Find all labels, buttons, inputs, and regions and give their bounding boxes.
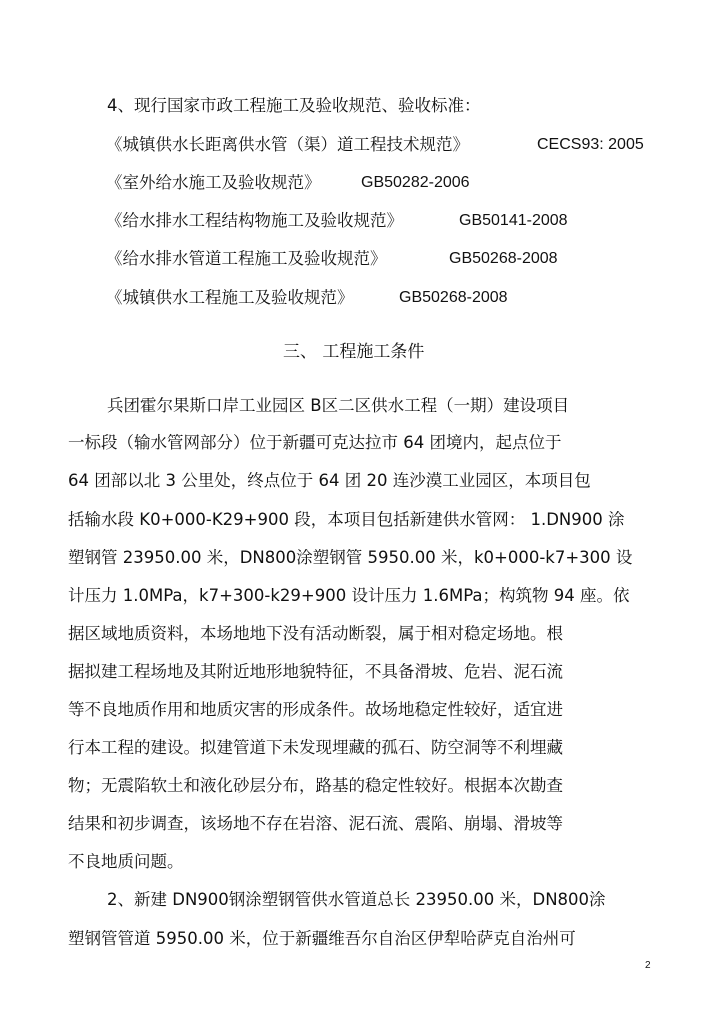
section-heading: 三、 工程施工条件 bbox=[283, 342, 425, 362]
paragraph-line: 结果和初步调查，该场地不存在岩溶、泥石流、震陷、崩塌、滑坡等 bbox=[68, 814, 563, 833]
standard-code: CECS93: 2005 bbox=[537, 136, 644, 153]
standard-code: GB50141-2008 bbox=[459, 212, 568, 229]
standard-name: 《给水排水管道工程施工及验收规范》 bbox=[106, 249, 387, 268]
paragraph-line: 括输水段 K0+000-K29+900 段，本项目包括新建供水管网： 1.DN900 涂 bbox=[68, 510, 625, 529]
section4-title: 4、现行国家市政工程施工及验收规范、验收标准： bbox=[107, 96, 481, 115]
paragraph-line: 行本工程的建设。拟建管道下未发现埋藏的孤石、防空洞等不利埋藏 bbox=[68, 738, 563, 757]
standard-code: GB50268-2008 bbox=[399, 289, 508, 306]
paragraph-line: 一标段（输水管网部分）位于新疆可克达拉市 64 团境内，起点位于 bbox=[68, 433, 562, 452]
paragraph-line: 兵团霍尔果斯口岸工业园区 B区二区供水工程（一期）建设项目 bbox=[107, 396, 570, 415]
paragraph-line: 64 团部以北 3 公里处，终点位于 64 团 20 连沙漠工业园区，本项目包 bbox=[68, 471, 591, 490]
paragraph-line: 不良地质问题。 bbox=[68, 852, 184, 871]
standard-name: 《室外给水施工及验收规范》 bbox=[106, 173, 321, 192]
standard-name: 《城镇供水工程施工及验收规范》 bbox=[106, 288, 354, 307]
standard-code: GB50282-2006 bbox=[361, 174, 470, 191]
paragraph-line: 据区域地质资料，本场地地下没有活动断裂，属于相对稳定场地。根 bbox=[68, 624, 563, 643]
standard-name: 《给水排水工程结构物施工及验收规范》 bbox=[106, 211, 403, 230]
paragraph-line: 据拟建工程场地及其附近地形地貌特征，不具备滑坡、危岩、泥石流 bbox=[68, 662, 563, 681]
paragraph-line: 塑钢管管道 5950.00 米，位于新疆维吾尔自治区伊犁哈萨克自治州可 bbox=[68, 929, 576, 948]
paragraph-line: 2、新建 DN900钢涂塑钢管供水管道总长 23950.00 米，DN800涂 bbox=[107, 890, 606, 909]
paragraph-line: 物；无震陷软土和液化砂层分布，路基的稳定性较好。根据本次勘查 bbox=[68, 776, 563, 795]
standard-name: 《城镇供水长距离供水管（渠）道工程技术规范》 bbox=[106, 135, 469, 154]
paragraph-line: 等不良地质作用和地质灾害的形成条件。故场地稳定性较好，适宜进 bbox=[68, 700, 563, 719]
standard-code: GB50268-2008 bbox=[449, 250, 558, 267]
paragraph-line: 计压力 1.0MPa，k7+300-k29+900 设计压力 1.6MPa；构筑物 94 座。依 bbox=[68, 586, 630, 605]
page-number: 2 bbox=[645, 960, 651, 971]
paragraph-line: 塑钢管 23950.00 米，DN800涂塑钢管 5950.00 米，k0+000-k7+300 设 bbox=[68, 548, 633, 567]
